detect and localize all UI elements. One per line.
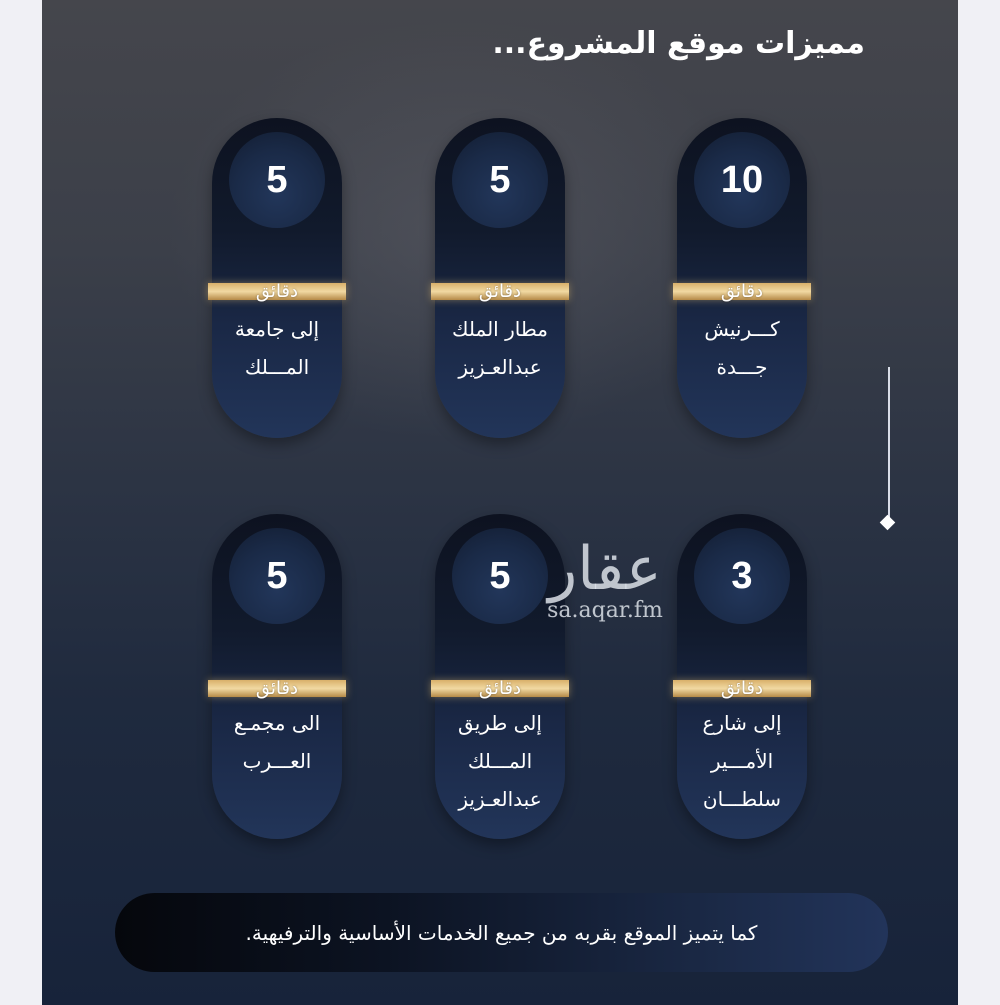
description-line: عبدالعـزيز	[458, 355, 542, 379]
minutes-value: 5	[266, 158, 288, 201]
minutes-value: 3	[731, 554, 753, 597]
minutes-value: 5	[266, 554, 288, 597]
feature-card-university	[212, 118, 342, 438]
minutes-unit-band	[431, 680, 569, 697]
feature-description	[677, 704, 807, 818]
minutes-unit-band	[673, 283, 811, 300]
feature-description	[435, 310, 565, 386]
description-line: إلى جامعة	[234, 317, 320, 341]
minutes-unit: دقائق	[255, 678, 299, 699]
minutes-unit: دقائق	[478, 281, 522, 302]
minutes-circle	[229, 528, 325, 624]
watermark-url: sa.aqar.fm	[547, 598, 663, 623]
minutes-unit-band	[673, 680, 811, 697]
feature-description	[435, 704, 565, 818]
bottom-banner	[115, 893, 888, 972]
minutes-value: 5	[489, 554, 511, 597]
description-line: إلى شارع	[702, 711, 782, 735]
minutes-unit: دقائق	[720, 678, 764, 699]
minutes-circle	[229, 132, 325, 228]
description-line: المـــلك	[244, 355, 310, 379]
minutes-circle	[452, 528, 548, 624]
feature-description	[212, 704, 342, 780]
decorative-vertical-line	[888, 367, 890, 521]
infographic-panel	[42, 0, 958, 1005]
feature-description	[677, 310, 807, 386]
page-title: مميزات موقع المشروع...	[492, 26, 865, 61]
diamond-icon	[880, 515, 896, 531]
feature-card-airport	[435, 118, 565, 438]
description-line: الأمـــير	[710, 749, 774, 773]
minutes-unit: دقائق	[478, 678, 522, 699]
minutes-unit-band	[208, 680, 346, 697]
description-line: جـــدة	[716, 355, 768, 379]
feature-card-king-abdulaziz-road	[435, 514, 565, 839]
watermark-logo-text: عقار	[548, 534, 662, 604]
description-line: إلى طريق	[458, 711, 542, 735]
feature-card-prince-sultan-street	[677, 514, 807, 839]
description-line: كـــرنيش	[704, 317, 780, 341]
description-line: مطار الملك	[452, 317, 548, 341]
minutes-circle	[694, 528, 790, 624]
feature-description	[212, 310, 342, 386]
description-line: سلطـــان	[702, 787, 782, 811]
minutes-unit-band	[208, 283, 346, 300]
minutes-value: 10	[720, 158, 764, 201]
description-line: عبدالعـزيز	[458, 787, 542, 811]
description-line: العـــرب	[242, 749, 312, 773]
description-line: الى مجمـع	[233, 711, 321, 735]
minutes-unit: دقائق	[720, 281, 764, 302]
minutes-unit-band	[431, 283, 569, 300]
feature-card-arab-mall	[212, 514, 342, 839]
minutes-circle	[452, 132, 548, 228]
description-line: المـــلك	[467, 749, 533, 773]
minutes-circle	[694, 132, 790, 228]
feature-card-corniche	[677, 118, 807, 438]
minutes-unit: دقائق	[255, 281, 299, 302]
banner-text: كما يتميز الموقع بقربه من جميع الخدمات الأساسية والترفيهية.	[245, 920, 758, 945]
minutes-value: 5	[489, 158, 511, 201]
